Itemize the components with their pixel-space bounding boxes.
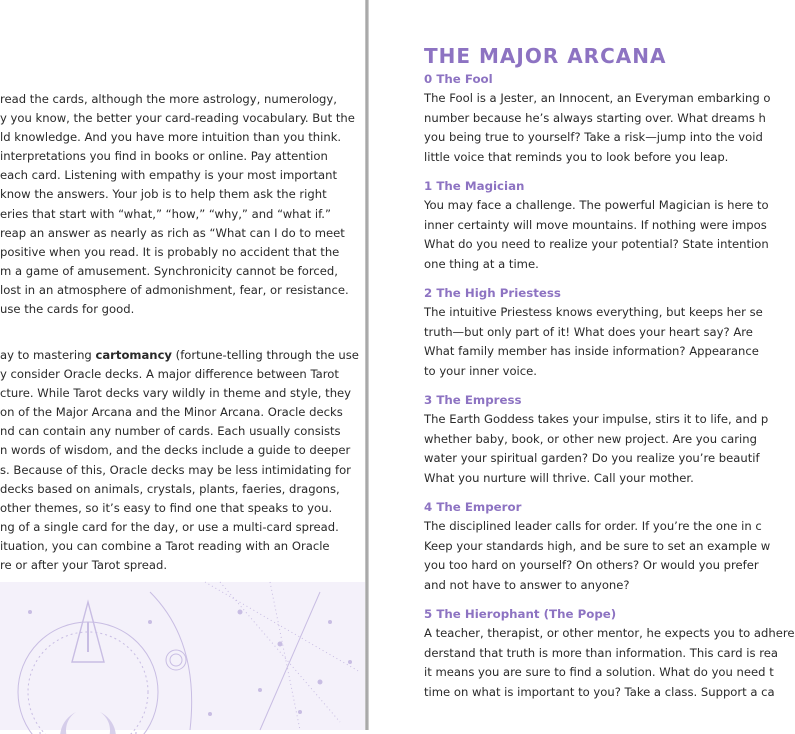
arcana-card-text-line: water your spiritual garden? Do you realize you’re beautif (424, 451, 760, 465)
arcana-card-text-line: The Earth Goddess takes your impulse, stirs it to life, and p (424, 412, 769, 426)
arcana-entry (424, 177, 769, 274)
arcana-card-heading: 5 The Hierophant (The Pope) (424, 607, 617, 621)
left-paragraph-2-line: y consider Oracle decks. A major difference between Tarot (0, 367, 339, 382)
arcana-card-text-line: You may face a challenge. The powerful Magician is here to (424, 198, 769, 212)
arcana-card-heading: 4 The Emperor (424, 500, 522, 514)
arcana-card-text-line: time on what is important to you? Take a class. Support a ca (424, 684, 775, 699)
chapter-title: THE MAJOR ARCANA (424, 44, 667, 68)
left-paragraph-1-line: reap an answer as nearly as rich as “What can I do to meet (0, 225, 345, 240)
arcana-entries (424, 70, 795, 702)
entry-spacer (424, 274, 744, 284)
entry-spacer (424, 167, 744, 177)
right-page (369, 0, 795, 730)
arcana-card-text-line: Keep your standards high, and be sure to set an example w (424, 538, 771, 553)
arcana-card-text-line: you being true to yourself? Take a risk—jump into the void (424, 130, 763, 144)
left-paragraph-1-line: y you know, the better your card-reading vocabulary. But the (0, 111, 355, 126)
left-paragraph-1-line: each card. Listening with empathy is your most important (0, 168, 338, 183)
left-paragraph-1-line: positive when you read. It is probably no accident that the (0, 244, 340, 259)
left-paragraph-2-line: ng of a single card for the day, or use a multi-card spread. (0, 519, 339, 534)
left-paragraph-1-line: eries that start with “what,” “how,” “why,” and “what if.” (0, 206, 332, 221)
left-paragraph-1-line: read the cards, although the more astrology, numerology, (0, 92, 337, 106)
cartomancy-term: cartomancy (95, 348, 172, 362)
arcana-card-text-line: to your inner voice. (424, 363, 537, 378)
arcana-card-text-line: The intuitive Priestess knows everything, but keeps her se (424, 305, 763, 319)
left-paragraph-1-line: m a game of amusement. Synchronicity cannot be forced, (0, 263, 338, 278)
left-paragraph-2-line: nd can contain any number of cards. Each usually consists (0, 424, 341, 439)
arcana-card-text-line: inner certainty will move mountains. If nothing were impos (424, 217, 767, 232)
left-paragraph-2-line: decks based on animals, crystals, plants, faeries, dragons, (0, 481, 340, 496)
arcana-card-text-line: truth—but only part of it! What does your heart say? Are (424, 324, 753, 339)
arcana-card-text-line: one thing at a time. (424, 256, 539, 271)
left-paragraph-1 (0, 90, 355, 319)
left-paragraph-1-line: know the answers. Your job is to help them ask the right (0, 187, 327, 202)
arcana-card-text-line: derstand that truth is more than information. This card is rea (424, 645, 778, 660)
arcana-card-heading: 0 The Fool (424, 72, 493, 86)
left-paragraph-2-line (0, 346, 359, 365)
line-suffix: (fortune-telling through the use (172, 348, 359, 362)
arcana-card-heading: 1 The Magician (424, 179, 525, 193)
left-paragraph-1-line: interpretations you find in books or online. Pay attention (0, 149, 328, 164)
decorative-illustration (0, 582, 366, 730)
arcana-entry (424, 284, 763, 381)
arcana-entry (424, 498, 771, 595)
left-paragraph-2-line: on of the Major Arcana and the Minor Arcana. Oracle decks (0, 405, 343, 420)
entry-spacer (424, 488, 744, 498)
arcana-card-text-line: What family member has inside information? Appearance (424, 344, 759, 358)
arcana-card-text-line: number because he’s always starting over. What dreams h (424, 110, 766, 125)
arcana-card-text-line: and not have to answer to anyone? (424, 577, 630, 592)
left-paragraph-1-line: ld knowledge. And you have more intuition than you think. (0, 130, 342, 145)
line-prefix: ay to mastering (0, 348, 96, 362)
arcana-card-text-line: What you nurture will thrive. Call your mother. (424, 470, 694, 485)
left-paragraph-2-line: s. Because of this, Oracle decks may be less intimidating for (0, 462, 351, 477)
arcana-card-heading: 3 The Empress (424, 393, 522, 407)
left-paragraph-2-line: ituation, you can combine a Tarot reading with an Oracle (0, 538, 330, 553)
arcana-card-text-line: The disciplined leader calls for order. If you’re the one in c (424, 519, 762, 533)
arcana-card-text-line: little voice that reminds you to look before you leap. (424, 149, 729, 164)
left-paragraph-1-line: lost in an atmosphere of admonishment, fear, or resistance. (0, 282, 349, 297)
arcana-card-text-line: you too hard on yourself? On others? Or would you prefer (424, 558, 759, 572)
arcana-entry (424, 391, 769, 488)
left-paragraph-2-line: re or after your Tarot spread. (0, 558, 168, 573)
arcana-card-text-line: What do you need to realize your potential? State intention (424, 237, 769, 251)
arcana-card-heading: 2 The High Priestess (424, 286, 561, 300)
entry-spacer (424, 381, 744, 391)
left-paragraph-1-line: use the cards for good. (0, 302, 135, 317)
left-page (0, 0, 366, 730)
left-paragraph-2-line: other themes, so it’s easy to find one that speaks to you. (0, 500, 333, 515)
arcana-entry (424, 70, 771, 167)
left-paragraph-2-line: n words of wisdom, and the decks include a guide to deeper (0, 443, 351, 458)
arcana-card-text-line: whether baby, book, or other new project. Are you caring (424, 431, 757, 446)
entry-spacer (424, 595, 744, 605)
arcana-card-text-line: it means you are sure to find a solution. What do you need t (424, 665, 774, 679)
arcana-entry (424, 605, 795, 702)
arcana-card-text-line: A teacher, therapist, or other mentor, he expects you to adhere (424, 626, 795, 640)
moon-celestial-illustration (0, 582, 366, 730)
left-paragraph-2-line: cture. While Tarot decks vary wildly in theme and style, they (0, 386, 352, 401)
left-paragraph-2 (0, 346, 359, 575)
arcana-card-text-line: The Fool is a Jester, an Innocent, an Everyman embarking o (424, 91, 771, 105)
